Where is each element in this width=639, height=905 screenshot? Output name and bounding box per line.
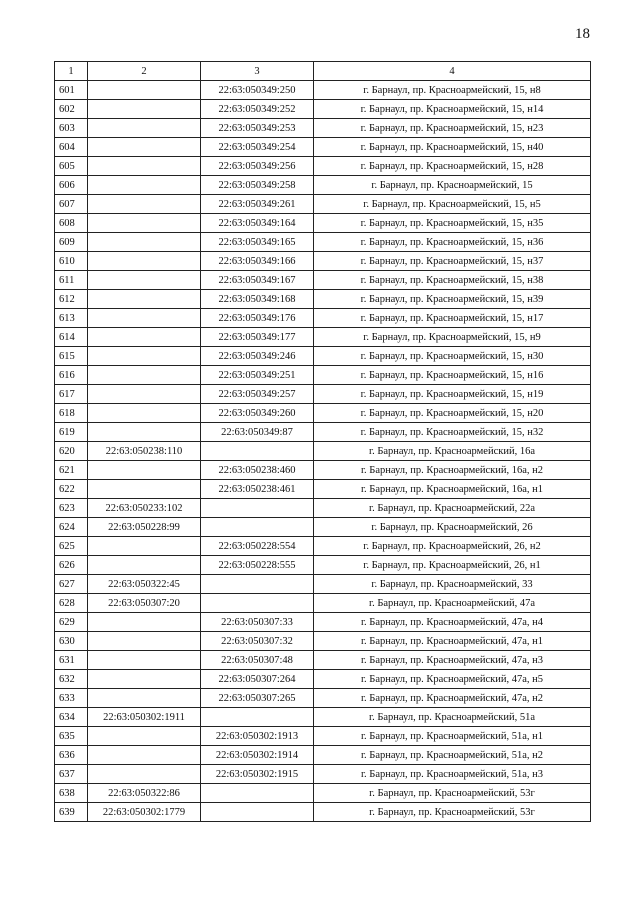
column-header-4: 4 [314,62,591,81]
cadastral-number-premises-cell: 22:63:050349:168 [201,290,314,309]
cadastral-number-cell [88,157,201,176]
row-number-cell: 626 [55,556,88,575]
table-row [55,233,591,252]
cadastral-number-cell: 22:63:050302:1911 [88,708,201,727]
page-number: 18 [575,26,590,42]
cadastral-number-cell: 22:63:050322:86 [88,784,201,803]
cadastral-number-cell [88,81,201,100]
cadastral-number-premises-cell: 22:63:050349:164 [201,214,314,233]
table-row [55,271,591,290]
table-row [55,252,591,271]
address-cell: г. Барнаул, пр. Красноармейский, 15, н23 [314,119,591,138]
address-cell: г. Барнаул, пр. Красноармейский, 15, н30 [314,347,591,366]
table-row [55,328,591,347]
row-number-cell: 611 [55,271,88,290]
cadastral-number-premises-cell: 22:63:050307:265 [201,689,314,708]
table-body [55,81,591,822]
address-cell: г. Барнаул, пр. Красноармейский, 15, н9 [314,328,591,347]
address-cell: г. Барнаул, пр. Красноармейский, 47а, н2 [314,689,591,708]
table-row [55,480,591,499]
cadastral-number-cell [88,480,201,499]
cadastral-number-premises-cell [201,803,314,822]
cadastral-number-cell [88,233,201,252]
cadastral-number-cell [88,404,201,423]
table-row [55,157,591,176]
row-number-cell: 631 [55,651,88,670]
address-cell: г. Барнаул, пр. Красноармейский, 15, н20 [314,404,591,423]
cadastral-number-premises-cell [201,708,314,727]
cadastral-number-premises-cell: 22:63:050238:461 [201,480,314,499]
cadastral-number-cell [88,195,201,214]
row-number-cell: 608 [55,214,88,233]
cadastral-number-premises-cell: 22:63:050307:32 [201,632,314,651]
address-cell: г. Барнаул, пр. Красноармейский, 15, н38 [314,271,591,290]
cadastral-number-cell [88,309,201,328]
address-cell: г. Барнаул, пр. Красноармейский, 16а [314,442,591,461]
row-number-cell: 604 [55,138,88,157]
address-cell: г. Барнаул, пр. Красноармейский, 51а, н2 [314,746,591,765]
cadastral-number-premises-cell: 22:63:050349:250 [201,81,314,100]
row-number-cell: 622 [55,480,88,499]
row-number-cell: 624 [55,518,88,537]
row-number-cell: 603 [55,119,88,138]
address-cell: г. Барнаул, пр. Красноармейский, 47а [314,594,591,613]
cadastral-number-cell [88,138,201,157]
address-cell: г. Барнаул, пр. Красноармейский, 15, н16 [314,366,591,385]
address-cell: г. Барнаул, пр. Красноармейский, 51а [314,708,591,727]
cadastral-number-cell: 22:63:050322:45 [88,575,201,594]
cadastral-number-cell [88,119,201,138]
cadastral-number-premises-cell [201,518,314,537]
table-row [55,746,591,765]
row-number-cell: 621 [55,461,88,480]
row-number-cell: 627 [55,575,88,594]
row-number-cell: 613 [55,309,88,328]
cadastral-number-cell [88,727,201,746]
row-number-cell: 606 [55,176,88,195]
row-number-cell: 628 [55,594,88,613]
table-row [55,138,591,157]
cadastral-number-premises-cell: 22:63:050302:1915 [201,765,314,784]
table-row [55,575,591,594]
table-row [55,347,591,366]
row-number-cell: 635 [55,727,88,746]
row-number-cell: 632 [55,670,88,689]
row-number-cell: 623 [55,499,88,518]
cadastral-number-premises-cell: 22:63:050302:1914 [201,746,314,765]
table-row [55,461,591,480]
cadastral-number-cell: 22:63:050233:102 [88,499,201,518]
row-number-cell: 616 [55,366,88,385]
address-cell: г. Барнаул, пр. Красноармейский, 15, н37 [314,252,591,271]
cadastral-number-cell [88,347,201,366]
row-number-cell: 629 [55,613,88,632]
cadastral-number-cell [88,689,201,708]
row-number-cell: 610 [55,252,88,271]
cadastral-number-premises-cell: 22:63:050349:258 [201,176,314,195]
cadastral-number-premises-cell: 22:63:050349:246 [201,347,314,366]
table-row [55,499,591,518]
address-cell: г. Барнаул, пр. Красноармейский, 16а, н2 [314,461,591,480]
row-number-cell: 602 [55,100,88,119]
cadastral-number-cell [88,461,201,480]
row-number-cell: 615 [55,347,88,366]
cadastral-number-premises-cell [201,784,314,803]
cadastral-number-premises-cell: 22:63:050349:167 [201,271,314,290]
table-row [55,803,591,822]
cadastral-number-cell [88,252,201,271]
cadastral-number-cell [88,385,201,404]
address-cell: г. Барнаул, пр. Красноармейский, 15 [314,176,591,195]
address-cell: г. Барнаул, пр. Красноармейский, 53г [314,803,591,822]
table-row [55,119,591,138]
cadastral-number-premises-cell: 22:63:050349:261 [201,195,314,214]
table-row [55,100,591,119]
cadastral-number-cell [88,366,201,385]
address-cell: г. Барнаул, пр. Красноармейский, 15, н14 [314,100,591,119]
cadastral-number-cell [88,328,201,347]
cadastral-number-cell: 22:63:050307:20 [88,594,201,613]
header-row [55,62,591,81]
cadastral-number-premises-cell: 22:63:050349:260 [201,404,314,423]
address-cell: г. Барнаул, пр. Красноармейский, 51а, н1 [314,727,591,746]
cadastral-number-cell: 22:63:050302:1779 [88,803,201,822]
cadastral-number-cell [88,290,201,309]
address-cell: г. Барнаул, пр. Красноармейский, 53г [314,784,591,803]
row-number-cell: 607 [55,195,88,214]
cadastral-number-premises-cell: 22:63:050228:554 [201,537,314,556]
cadastral-number-premises-cell: 22:63:050302:1913 [201,727,314,746]
column-header-1: 1 [55,62,88,81]
cadastral-number-premises-cell: 22:63:050307:264 [201,670,314,689]
table-row [55,366,591,385]
cadastral-number-cell: 22:63:050228:99 [88,518,201,537]
cadastral-number-premises-cell: 22:63:050349:87 [201,423,314,442]
cadastral-number-premises-cell: 22:63:050349:254 [201,138,314,157]
row-number-cell: 625 [55,537,88,556]
row-number-cell: 617 [55,385,88,404]
table-row [55,214,591,233]
cadastral-number-premises-cell: 22:63:050349:256 [201,157,314,176]
cadastral-number-premises-cell: 22:63:050349:165 [201,233,314,252]
cadastral-number-cell [88,271,201,290]
column-header-3: 3 [201,62,314,81]
address-cell: г. Барнаул, пр. Красноармейский, 16а, н1 [314,480,591,499]
cadastral-number-premises-cell: 22:63:050228:555 [201,556,314,575]
cadastral-number-premises-cell: 22:63:050349:257 [201,385,314,404]
row-number-cell: 619 [55,423,88,442]
row-number-cell: 620 [55,442,88,461]
cadastral-number-premises-cell: 22:63:050238:460 [201,461,314,480]
column-header-2: 2 [88,62,201,81]
cadastral-number-premises-cell: 22:63:050349:166 [201,252,314,271]
cadastral-number-premises-cell [201,594,314,613]
table-row [55,632,591,651]
cadastral-number-cell [88,423,201,442]
address-cell: г. Барнаул, пр. Красноармейский, 26, н1 [314,556,591,575]
cadastral-number-cell [88,613,201,632]
address-cell: г. Барнаул, пр. Красноармейский, 15, н17 [314,309,591,328]
address-cell: г. Барнаул, пр. Красноармейский, 15, н5 [314,195,591,214]
row-number-cell: 638 [55,784,88,803]
cadastral-number-premises-cell [201,442,314,461]
table-row [55,689,591,708]
cadastral-number-cell [88,765,201,784]
address-cell: г. Барнаул, пр. Красноармейский, 15, н39 [314,290,591,309]
cadastral-number-cell [88,537,201,556]
row-number-cell: 612 [55,290,88,309]
cadastral-number-premises-cell: 22:63:050307:48 [201,651,314,670]
table-row [55,537,591,556]
row-number-cell: 605 [55,157,88,176]
table-row [55,385,591,404]
address-cell: г. Барнаул, пр. Красноармейский, 26, н2 [314,537,591,556]
table-row [55,290,591,309]
cadastral-number-cell [88,176,201,195]
table-row [55,176,591,195]
table-row [55,195,591,214]
row-number-cell: 618 [55,404,88,423]
address-cell: г. Барнаул, пр. Красноармейский, 47а, н4 [314,613,591,632]
cadastral-number-premises-cell: 22:63:050349:176 [201,309,314,328]
table-row [55,670,591,689]
cadastral-number-premises-cell: 22:63:050349:177 [201,328,314,347]
cadastral-number-cell [88,556,201,575]
address-cell: г. Барнаул, пр. Красноармейский, 15, н36 [314,233,591,252]
cadastral-number-premises-cell: 22:63:050349:252 [201,100,314,119]
cadastral-number-cell [88,746,201,765]
row-number-cell: 630 [55,632,88,651]
table-row [55,404,591,423]
table-row [55,727,591,746]
table-row [55,442,591,461]
cadastral-number-premises-cell: 22:63:050349:251 [201,366,314,385]
cadastral-number-cell [88,670,201,689]
cadastral-number-cell [88,214,201,233]
address-cell: г. Барнаул, пр. Красноармейский, 51а, н3 [314,765,591,784]
cadastral-number-cell [88,100,201,119]
row-number-cell: 601 [55,81,88,100]
address-cell: г. Барнаул, пр. Красноармейский, 15, н19 [314,385,591,404]
cadastral-number-cell: 22:63:050238:110 [88,442,201,461]
address-cell: г. Барнаул, пр. Красноармейский, 15, н28 [314,157,591,176]
table-row [55,594,591,613]
row-number-cell: 634 [55,708,88,727]
row-number-cell: 633 [55,689,88,708]
cadastral-number-premises-cell [201,575,314,594]
address-cell: г. Барнаул, пр. Красноармейский, 33 [314,575,591,594]
table-row [55,81,591,100]
table-row [55,518,591,537]
table-row [55,765,591,784]
cadastral-number-premises-cell: 22:63:050307:33 [201,613,314,632]
cadastral-number-premises-cell: 22:63:050349:253 [201,119,314,138]
address-cell: г. Барнаул, пр. Красноармейский, 47а, н3 [314,651,591,670]
table-row [55,556,591,575]
address-cell: г. Барнаул, пр. Красноармейский, 15, н40 [314,138,591,157]
row-number-cell: 614 [55,328,88,347]
row-number-cell: 609 [55,233,88,252]
cadastral-number-cell [88,651,201,670]
address-cell: г. Барнаул, пр. Красноармейский, 47а, н1 [314,632,591,651]
registry-table [54,61,591,822]
address-cell: г. Барнаул, пр. Красноармейский, 15, н32 [314,423,591,442]
table-row [55,613,591,632]
cadastral-number-cell [88,632,201,651]
address-cell: г. Барнаул, пр. Красноармейский, 47а, н5 [314,670,591,689]
address-cell: г. Барнаул, пр. Красноармейский, 15, н35 [314,214,591,233]
address-cell: г. Барнаул, пр. Красноармейский, 26 [314,518,591,537]
address-cell: г. Барнаул, пр. Красноармейский, 15, н8 [314,81,591,100]
row-number-cell: 639 [55,803,88,822]
row-number-cell: 636 [55,746,88,765]
cadastral-number-premises-cell [201,499,314,518]
table-row [55,784,591,803]
table-row [55,651,591,670]
address-cell: г. Барнаул, пр. Красноармейский, 22а [314,499,591,518]
table-row [55,708,591,727]
row-number-cell: 637 [55,765,88,784]
table-row [55,423,591,442]
table-row [55,309,591,328]
table-header [55,62,591,81]
